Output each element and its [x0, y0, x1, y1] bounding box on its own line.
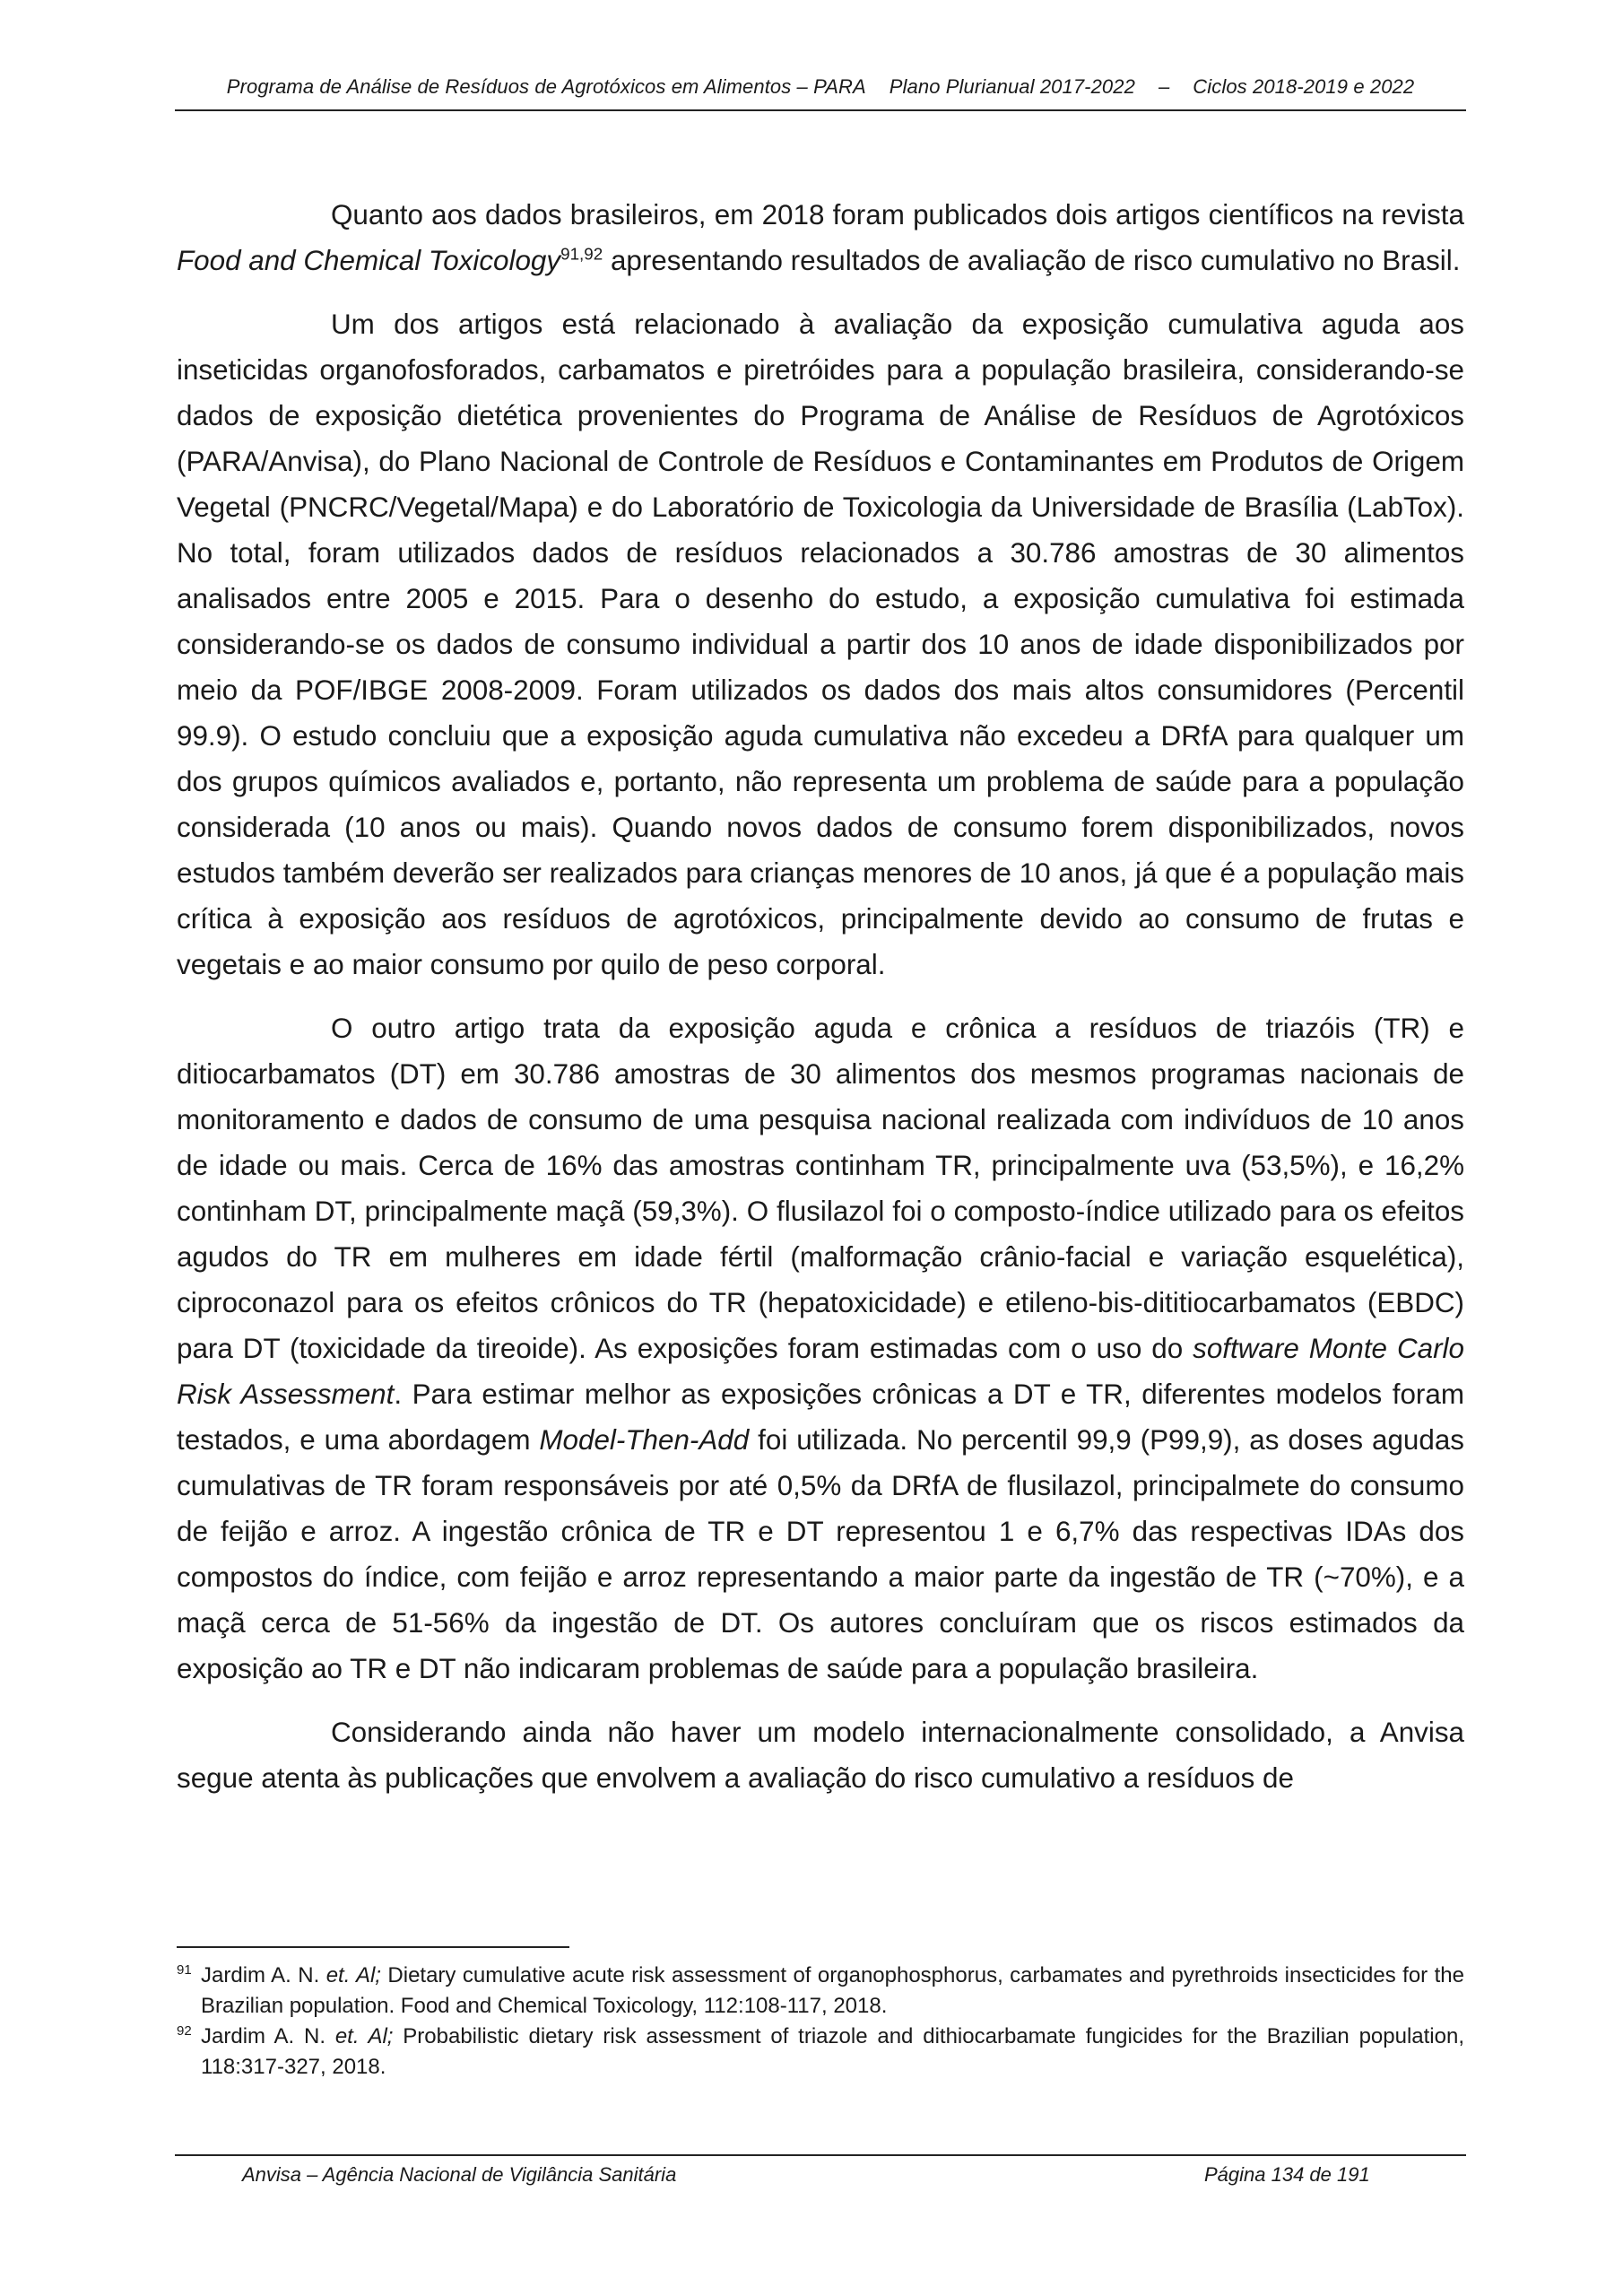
- footnotes: [177, 1961, 1464, 2083]
- model-name: Model-Then-Add: [539, 1424, 750, 1456]
- paragraph-brazilian-data: Quanto aos dados brasileiros, em 2018 foram publicados dois artigos científicos na revista Food and Chemical Toxicology$^{91,92}$ apresentando resultados de avaliação de risco cumulativo no Brasil.: [177, 199, 1464, 276]
- footnote-number: 92: [177, 2023, 192, 2039]
- header-cycles: Ciclos 2018-2019 e 2022: [1193, 75, 1415, 98]
- page-number: Página 134 de 191: [1204, 2163, 1370, 2186]
- paragraph-first-article: Um dos artigos está relacionado à avaliação da exposição cumulativa aguda aos inseticidas organofosforados, carbamatos e piretróides para a população brasileira, considerando-se dados de exposição dietética provenientes do Programa de Análise de Resíduos de Agrotóxicos (PARA/Anvisa), do Plano Nacional de Controle de Resíduos e Contaminantes em Produtos de Origem Vegetal (PNCRC/Vegetal/Mapa) e do Laboratório de Toxicologia da Universidade de Brasília (LabTox). No total, foram utilizados dados de resíduos relacionados a 30.786 amostras de 30 alimentos analisados entre 2005 e 2015. Para o desenho do estudo, a exposição cumulativa foi estimada considerando-se os dados de consumo individual a partir dos 10 anos de idade disponibilizados por meio da POF/IBGE 2008-2009. Foram utilizados os dados dos mais altos consumidores (Percentil 99.9). O estudo concluiu que a exposição aguda cumulativa não excedeu a DRfA para qualquer um dos grupos químicos avaliados e, portanto, não representa um problema de saúde para a população considerada (10 anos ou mais). Quando novos dados de consumo forem disponibilizados, novos estudos também deverão ser realizados para crianças menores de 10 anos, já que é a população mais crítica à exposição aos resíduos de agrotóxicos, principalmente devido ao consumo de frutas e vegetais e ao maior consumo por quilo de peso corporal.: [177, 309, 1464, 980]
- header-dash: –: [1158, 75, 1170, 98]
- header-program-title: Programa de Análise de Resíduos de Agrotóxicos em Alimentos – PARA: [226, 75, 866, 98]
- footnote-reference: 91,92: [560, 244, 603, 264]
- footer-agency: Anvisa – Agência Nacional de Vigilância Sanitária: [242, 2163, 677, 2186]
- footnote-separator: [177, 1946, 569, 1948]
- footnote-91: 91 Jardim A. N. et. Al; Dietary cumulative acute risk assessment of organophosphorus, carbamates and pyrethroids insecticides for the Brazilian population. Food and Chemical Toxicology, 112:108-117, 2018.: [177, 1961, 1464, 2022]
- running-header: [175, 75, 1466, 99]
- body-text: [177, 192, 1464, 1819]
- footnote-92: 92 Jardim A. N. et. Al; Probabilistic dietary risk assessment of triazole and dithiocarbamate fungicides for the Brazilian population, 118:317-327, 2018.: [177, 2022, 1464, 2083]
- software-name: software Monte Carlo Risk Assessment: [177, 1333, 1464, 1410]
- journal-name: Food and Chemical Toxicology: [177, 245, 561, 276]
- header-plan: Plano Plurianual 2017-2022: [889, 75, 1135, 98]
- footnote-number: 91: [177, 1962, 192, 1978]
- paragraph-second-article: O outro artigo trata da exposição aguda e crônica a resíduos de triazóis (TR) e ditiocarbamatos (DT) em 30.786 amostras de 30 alimentos dos mesmos programas nacionais de monitoramento e dados de consumo de uma pesquisa nacional realizada com indivíduos de 10 anos de idade ou mais. Cerca de 16% das amostras continham TR, principalmente uva (53,5%), e 16,2% continham DT, principalmente maçã (59,3%). O flusilazol foi o composto-índice utilizado para os efeitos agudos do TR em mulheres em idade fértil (malformação crânio-facial e variação esquelética), ciproconazol para os efeitos crônicos do TR (hepatoxicidade) e etileno-bis-dititiocarbamatos (EBDC) para DT (toxicidade da tireoide). As exposições foram estimadas com o uso do software Monte Carlo Risk Assessment. Para estimar melhor as exposições crônicas a DT e TR, diferentes modelos foram testados, e uma abordagem Model-Then-Add foi utilizada. No percentil 99,9 (P99,9), as doses agudas cumulativas de TR foram responsáveis por até 0,5% da DRfA de flusilazol, principalmete do consumo de feijão e arroz. A ingestão crônica de TR e DT representou 1 e 6,7% das respectivas IDAs dos compostos do índice, com feijão e arroz representando a maior parte da ingestão de TR (~70%), e a maçã cerca de 51-56% da ingestão de DT. Os autores concluíram que os riscos estimados da exposição ao TR e DT não indicaram problemas de saúde para a população brasileira.: [177, 1013, 1464, 1684]
- footer-rule: [175, 2154, 1466, 2156]
- header-rule: [175, 109, 1466, 111]
- paragraph-anvisa-monitoring: Considerando ainda não haver um modelo internacionalmente consolidado, a Anvisa segue atenta às publicações que envolvem a avaliação do risco cumulativo a resíduos de: [177, 1717, 1464, 1794]
